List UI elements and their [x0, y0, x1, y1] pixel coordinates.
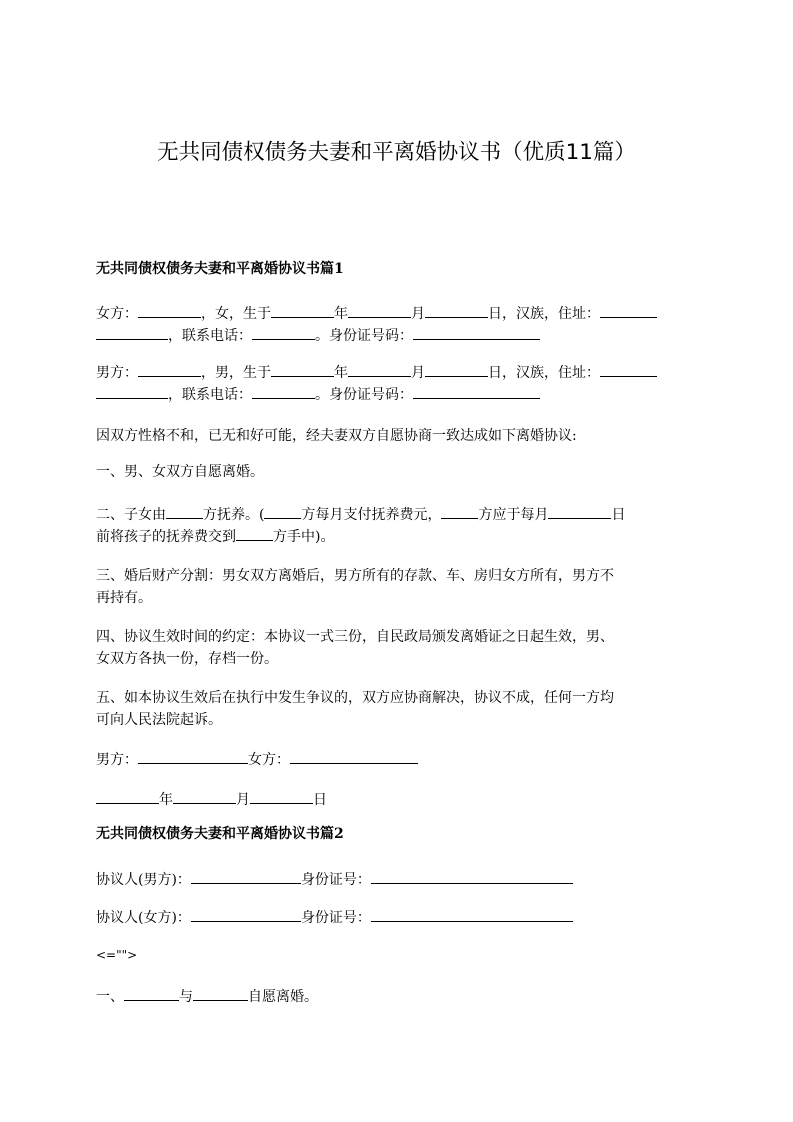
blank-line[interactable] [348, 302, 411, 318]
text-segment: ，女，生于 [201, 306, 271, 322]
party-man-line [96, 868, 698, 891]
clause-2-line-2 [96, 525, 698, 548]
blank-line[interactable] [413, 383, 540, 399]
text-segment: 月 [411, 306, 425, 322]
text-segment: 协议人(男方)： [96, 872, 191, 888]
text-segment: 女方： [248, 752, 290, 768]
text-segment: 。身份证号码： [315, 328, 413, 344]
text-segment: 二、子女由 [96, 507, 166, 523]
blank-line[interactable] [371, 906, 573, 922]
text-segment: 年 [334, 306, 348, 322]
clause-5-line-1: 五、如本协议生效后在执行中发生争议的，双方应协商解决，协议不成，任何一方均 [96, 690, 614, 706]
blank-line[interactable] [250, 788, 313, 804]
text-segment: 前将孩子的抚养费交到 [96, 529, 236, 545]
section-2-clause-1 [96, 985, 698, 1008]
intro-paragraph: 因双方性格不和，已无和好可能，经夫妻双方自愿协商一致达成如下离婚协议: [96, 428, 577, 444]
clause-2-line-1 [96, 503, 698, 526]
text-segment: 年 [159, 792, 173, 808]
blank-line[interactable] [413, 324, 540, 340]
text-segment: 方手中)。 [273, 529, 335, 545]
text-segment: 。身份证号码： [315, 387, 413, 403]
blank-line[interactable] [96, 383, 168, 399]
text-segment: 方抚养。( [203, 507, 265, 523]
blank-line[interactable] [138, 361, 201, 377]
section-2-heading: 无共同债权债务夫妻和平离婚协议书篇2 [96, 826, 344, 842]
woman-info-line-2 [96, 324, 698, 347]
clause-4-line-1: 四、协议生效时间的约定：本协议一式三份，自民政局颁发离婚证之日起生效，男、 [96, 629, 614, 645]
text-segment: 方每月支付抚养费元， [301, 507, 442, 523]
text-segment: 年 [334, 365, 348, 381]
blank-line[interactable] [600, 361, 657, 377]
text-segment: 与 [179, 989, 193, 1005]
text-segment: 协议人(女方)： [96, 910, 191, 926]
text-segment: 身份证号： [300, 910, 371, 926]
section-1-heading: 无共同债权债务夫妻和平离婚协议书篇1 [96, 261, 344, 277]
blank-line[interactable] [600, 302, 657, 318]
blank-line[interactable] [271, 361, 334, 377]
text-segment: 一、 [96, 989, 124, 1005]
text-segment: 月 [411, 365, 425, 381]
blank-line[interactable] [271, 302, 334, 318]
blank-line[interactable] [236, 525, 273, 541]
text-segment: 月 [236, 792, 250, 808]
party-woman-line [96, 906, 698, 929]
text-segment: ，联系电话： [168, 328, 252, 344]
woman-info-line-1 [96, 302, 698, 325]
clause-4-line-2: 女双方各执一份，存档一份。 [96, 651, 278, 667]
text-segment: ，男，生于 [201, 365, 271, 381]
date-line [96, 788, 698, 811]
signature-line [96, 748, 698, 771]
blank-line[interactable] [252, 324, 315, 340]
clause-1: 一、男、女双方自愿离婚。 [96, 464, 264, 480]
text-segment: ，联系电话： [168, 387, 252, 403]
blank-line[interactable] [441, 503, 478, 519]
blank-line[interactable] [191, 906, 301, 922]
text-segment: 日 [313, 792, 327, 808]
text-segment: 日 [611, 507, 626, 523]
blank-line[interactable] [138, 302, 201, 318]
blank-line[interactable] [138, 748, 248, 764]
blank-line[interactable] [96, 788, 159, 804]
blank-line[interactable] [348, 361, 411, 377]
blank-line[interactable] [548, 503, 611, 519]
blank-line[interactable] [124, 985, 179, 1001]
text-segment: 方应于每月 [478, 507, 549, 523]
man-info-line-2 [96, 383, 698, 406]
blank-line[interactable] [191, 868, 301, 884]
text-segment: 男方： [96, 365, 138, 381]
text-segment: 女方： [96, 306, 138, 322]
document-title: 无共同债权债务夫妻和平离婚协议书（优质11篇） [157, 140, 636, 165]
blank-line[interactable] [193, 985, 248, 1001]
blank-line[interactable] [371, 868, 573, 884]
blank-line[interactable] [425, 361, 488, 377]
text-segment: 自愿离婚。 [248, 989, 318, 1005]
stray-markup-text: <=""> [96, 948, 138, 962]
blank-line[interactable] [96, 324, 168, 340]
clause-3-line-2: 再持有。 [96, 590, 152, 606]
blank-line[interactable] [166, 503, 203, 519]
blank-line[interactable] [252, 383, 315, 399]
blank-line[interactable] [173, 788, 236, 804]
clause-5-line-2: 可向人民法院起诉。 [96, 712, 222, 728]
text-segment: 男方： [96, 752, 138, 768]
text-segment: 日，汉族，住址： [488, 306, 600, 322]
blank-line[interactable] [425, 302, 488, 318]
clause-3-line-1: 三、婚后财产分割：男女双方离婚后，男方所有的存款、车、房归女方所有，男方不 [96, 568, 614, 584]
man-info-line-1 [96, 361, 698, 384]
text-segment: 身份证号： [300, 872, 371, 888]
text-segment: 日，汉族，住址： [488, 365, 600, 381]
blank-line[interactable] [290, 748, 418, 764]
blank-line[interactable] [264, 503, 301, 519]
